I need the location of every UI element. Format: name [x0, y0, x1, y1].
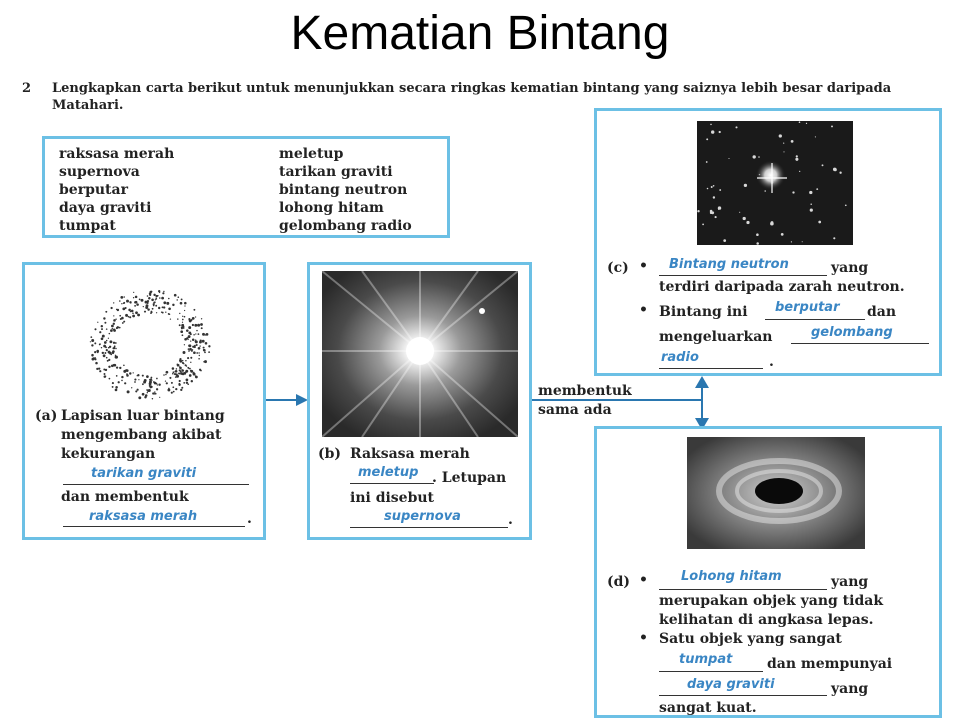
- answer-text: supernova: [384, 509, 461, 524]
- word-bank-item: gelombang radio: [279, 218, 412, 234]
- box-c-text: mengeluarkan: [659, 329, 773, 345]
- word-bank-item: raksasa merah: [59, 146, 175, 162]
- word-bank-item: tarikan graviti: [279, 164, 393, 180]
- answer-blank: [659, 695, 827, 696]
- box-d-label: (d): [607, 574, 631, 590]
- black-hole-photo: [687, 437, 865, 549]
- arrow-line: [701, 386, 703, 420]
- question-number: 2: [22, 81, 32, 96]
- question-text: Lengkapkan carta berikut untuk menunjukkan secara ringkas kematian bintang yang saiznya lebih besar daripada Matahari.: [52, 81, 892, 113]
- answer-blank: [659, 671, 763, 672]
- word-bank-item: tumpat: [59, 218, 116, 234]
- answer-text: raksasa merah: [89, 509, 198, 524]
- slide-title: Kematian Bintang: [290, 7, 670, 60]
- expanding-shell-illustration: [80, 285, 220, 405]
- answer-blank: [659, 589, 827, 590]
- answer-blank: [659, 275, 827, 276]
- answer-text: tarikan graviti: [91, 466, 197, 481]
- word-bank-item: daya graviti: [59, 200, 152, 216]
- supernova-photo: [322, 271, 518, 437]
- box-c-text: terdiri daripada zarah neutron.: [659, 279, 905, 295]
- bullet: •: [639, 258, 648, 274]
- bullet: •: [639, 630, 648, 646]
- answer-blank: [659, 368, 763, 369]
- bullet: •: [639, 302, 648, 318]
- answer-text: gelombang: [811, 325, 893, 340]
- box-c-label: (c): [607, 260, 629, 276]
- box-d-text: yang: [831, 574, 869, 590]
- word-bank-right-column: [279, 145, 412, 235]
- box-a-text: Lapisan luar bintang: [61, 408, 225, 424]
- answer-text: berputar: [775, 300, 840, 315]
- box-a-text: dan membentuk: [61, 489, 189, 505]
- word-bank-left-column: [59, 145, 174, 235]
- answer-text: Bintang neutron: [669, 257, 789, 272]
- arrow-line: [532, 399, 702, 401]
- box-d-text: dan mempunyai: [767, 656, 893, 672]
- box-a-red-giant-formation: [22, 262, 266, 540]
- answer-blank: [791, 343, 929, 344]
- word-bank-item: lohong hitam: [279, 200, 384, 216]
- neutron-star-photo: [697, 121, 853, 245]
- box-a-text: mengembang akibat: [61, 427, 222, 443]
- word-bank-item: meletup: [279, 146, 344, 162]
- box-b-text: . Letupan: [432, 470, 507, 486]
- answer-text: meletup: [358, 465, 419, 480]
- answer-text: radio: [661, 350, 699, 365]
- box-d-text: yang: [831, 681, 869, 697]
- box-d-black-hole: [594, 426, 942, 718]
- box-c-text: Bintang ini: [659, 304, 748, 320]
- bullet: •: [639, 572, 648, 588]
- box-d-text: merupakan objek yang tidak: [659, 593, 884, 609]
- box-b-supernova: [307, 262, 532, 540]
- box-d-text: kelihatan di angkasa lepas.: [659, 612, 874, 628]
- answer-text: Lohong hitam: [681, 569, 782, 584]
- box-a-label: (a): [35, 408, 58, 424]
- box-b-text: Raksasa merah: [350, 446, 470, 462]
- answer-blank: [63, 484, 249, 485]
- answer-blank: [765, 319, 865, 320]
- period: .: [508, 512, 513, 528]
- box-d-text: Satu objek yang sangat: [659, 631, 842, 647]
- answer-blank: [350, 527, 508, 528]
- answer-blank: [350, 483, 434, 484]
- connector-text: membentuk: [538, 383, 632, 399]
- word-bank-item: berputar: [59, 182, 128, 198]
- word-bank: [42, 136, 450, 238]
- connector-text: sama ada: [538, 402, 612, 418]
- box-b-label: (b): [318, 446, 342, 462]
- box-b-text: ini disebut: [350, 490, 435, 506]
- arrow-line: [266, 399, 298, 401]
- box-d-text: sangat kuat.: [659, 700, 757, 716]
- box-c-text: dan: [867, 304, 897, 320]
- answer-text: tumpat: [679, 652, 733, 667]
- arrow-up-icon: [695, 376, 709, 388]
- word-bank-item: bintang neutron: [279, 182, 408, 198]
- box-c-neutron-star: [594, 108, 942, 376]
- period: .: [247, 511, 252, 527]
- answer-text: daya graviti: [687, 677, 775, 692]
- box-c-text: yang: [831, 260, 869, 276]
- answer-blank: [63, 526, 245, 527]
- period: .: [769, 354, 774, 370]
- word-bank-item: supernova: [59, 164, 140, 180]
- box-a-text: kekurangan: [61, 446, 156, 462]
